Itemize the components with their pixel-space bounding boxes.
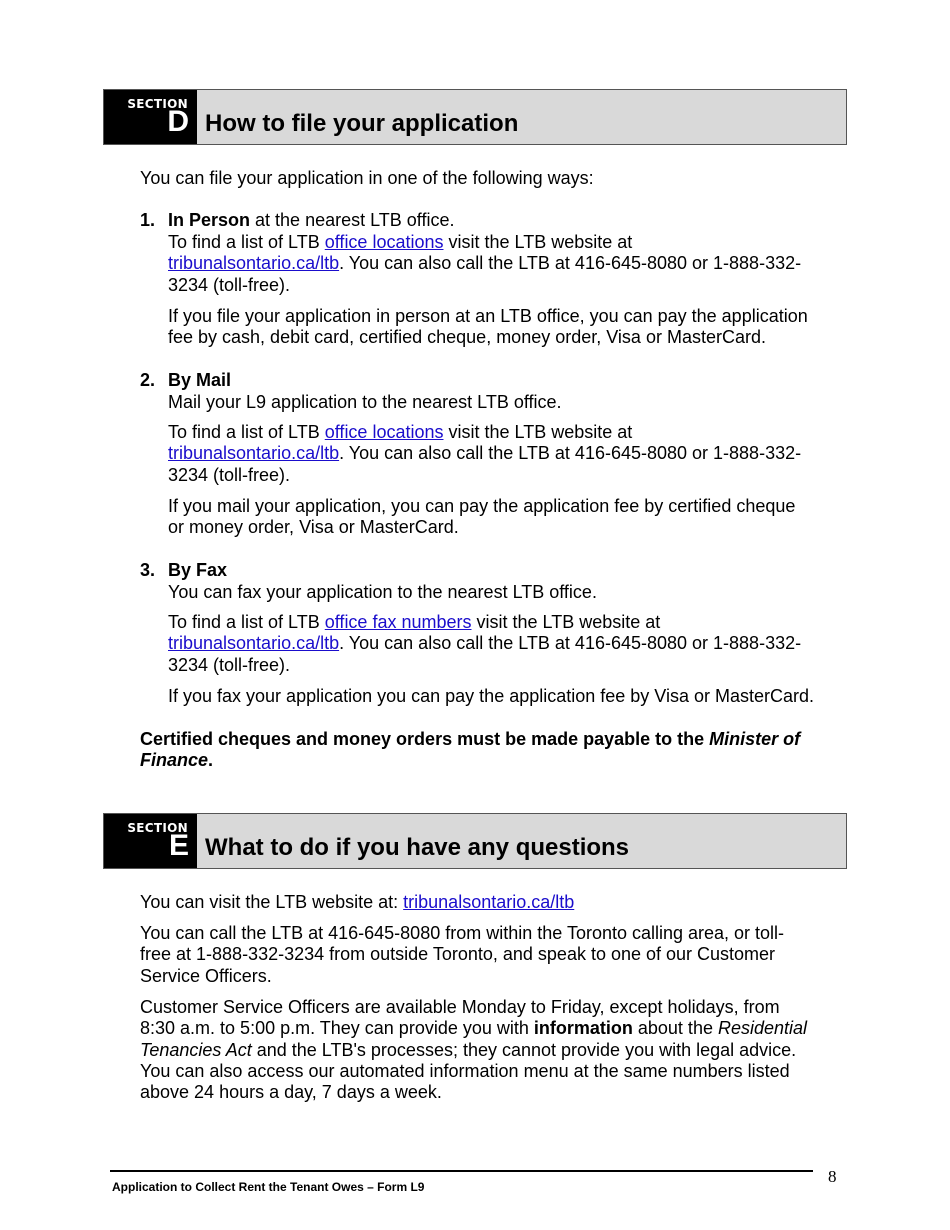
section-letter: E	[168, 829, 189, 862]
find-post: visit the LTB website at	[471, 612, 661, 632]
item-2-site-line	[168, 443, 801, 465]
item-1-site-line	[168, 253, 801, 275]
ltb-website-link[interactable]: tribunalsontario.ca/ltb	[403, 892, 575, 912]
tenancies-act-italic: Tenancies Act	[140, 1040, 252, 1060]
site-post: . You can also call the LTB at 416-645-8080 or 1-888-332-	[339, 443, 802, 463]
ltb-website-link[interactable]: tribunalsontario.ca/ltb	[168, 633, 340, 653]
site-post: . You can also call the LTB at 416-645-8080 or 1-888-332-	[339, 253, 802, 273]
section-word: SECTION	[127, 821, 188, 835]
ltb-website-link[interactable]: tribunalsontario.ca/ltb	[168, 443, 340, 463]
find-post: visit the LTB website at	[443, 422, 633, 442]
cso-line-1: Customer Service Officers are available Monday to Friday, except holidays, from	[140, 997, 780, 1017]
section-e-header	[103, 813, 847, 869]
find-pre: To find a list of LTB	[168, 422, 325, 442]
cso-l2-mid: about the	[632, 1018, 718, 1038]
footer-rule	[110, 1170, 813, 1172]
certified-post: .	[208, 750, 214, 770]
item-1-title: In Person	[168, 210, 251, 230]
cso-l2-pre: 8:30 a.m. to 5:00 p.m. They can provide you with	[140, 1018, 534, 1038]
ltb-website-link[interactable]: tribunalsontario.ca/ltb	[168, 253, 340, 273]
call-line-2: free at 1-888-332-3234 from outside Toronto, and speak to one of our Customer	[140, 944, 776, 964]
item-1-number: 1.	[140, 210, 156, 230]
intro-text: You can file your application in one of the following ways:	[140, 168, 594, 188]
call-line-1: You can call the LTB at 416-645-8080 from within the Toronto calling area, or toll-	[140, 923, 785, 943]
office-locations-link[interactable]: office locations	[324, 422, 444, 442]
item-2-title: By Mail	[168, 370, 232, 390]
find-post: visit the LTB website at	[443, 232, 633, 252]
section-d-header	[103, 89, 847, 145]
call-line-3: Service Officers.	[140, 966, 272, 986]
section-d-tag	[104, 90, 197, 144]
cso-line-3	[140, 1040, 796, 1062]
find-pre: To find a list of LTB	[168, 232, 325, 252]
item-1-pay-1: If you file your application in person at an LTB office, you can pay the application	[168, 306, 808, 326]
item-2-line1: Mail your L9 application to the nearest LTB office.	[168, 392, 562, 412]
office-fax-numbers-link[interactable]: office fax numbers	[324, 612, 472, 632]
item-2-pay-2: or money order, Visa or MasterCard.	[168, 517, 459, 537]
item-2-number: 2.	[140, 370, 156, 390]
cso-line-2	[140, 1018, 807, 1040]
item-1-toll: 3234 (toll-free).	[168, 275, 291, 295]
cso-line-4: You can also access our automated information menu at the same numbers listed	[140, 1061, 790, 1081]
certified-note-line-1	[140, 729, 800, 751]
section-e-title: What to do if you have any questions	[205, 834, 630, 861]
office-locations-link[interactable]: office locations	[324, 232, 444, 252]
section-word: SECTION	[127, 97, 188, 111]
page-number: 8	[828, 1167, 837, 1186]
item-3-number: 3.	[140, 560, 156, 580]
certified-note-line-2	[140, 750, 213, 772]
item-3-toll: 3234 (toll-free).	[168, 655, 291, 675]
find-pre: To find a list of LTB	[168, 612, 325, 632]
visit-line	[140, 892, 574, 914]
site-post: . You can also call the LTB at 416-645-8080 or 1-888-332-	[339, 633, 802, 653]
certified-pre: Certified cheques and money orders must be made payable to the	[140, 729, 710, 749]
residential-italic: Residential	[717, 1018, 808, 1038]
visit-pre: You can visit the LTB website at:	[140, 892, 404, 912]
item-1-find-line	[168, 232, 632, 254]
section-letter: D	[167, 105, 189, 138]
section-e-tag	[104, 814, 197, 868]
cso-l3-post: and the LTB's processes; they cannot provide you with legal advice.	[251, 1040, 797, 1060]
item-2-pay-1: If you mail your application, you can pay the application fee by certified cheque	[168, 496, 796, 516]
item-1-pay-2: fee by cash, debit card, certified cheque, money order, Visa or MasterCard.	[168, 327, 766, 347]
cso-line-5: above 24 hours a day, 7 days a week.	[140, 1082, 442, 1102]
item-2-toll: 3234 (toll-free).	[168, 465, 291, 485]
information-bold: information	[533, 1018, 633, 1038]
finance: Finance	[140, 750, 209, 770]
item-3-pay-1: If you fax your application you can pay the application fee by Visa or MasterCard.	[168, 686, 815, 706]
item-3-find-line	[168, 612, 660, 634]
item-3-line1: You can fax your application to the nearest LTB office.	[168, 582, 597, 602]
section-d-title: How to file your application	[205, 110, 519, 137]
item-3-title: By Fax	[168, 560, 228, 580]
item-2-find-line	[168, 422, 632, 444]
item-1-heading	[168, 210, 454, 232]
footer-form-title: Application to Collect Rent the Tenant Owes – Form L9	[112, 1180, 425, 1194]
item-3-site-line	[168, 633, 801, 655]
minister-of: Minister of	[709, 729, 801, 749]
item-1-title-rest: at the nearest LTB office.	[250, 210, 455, 230]
